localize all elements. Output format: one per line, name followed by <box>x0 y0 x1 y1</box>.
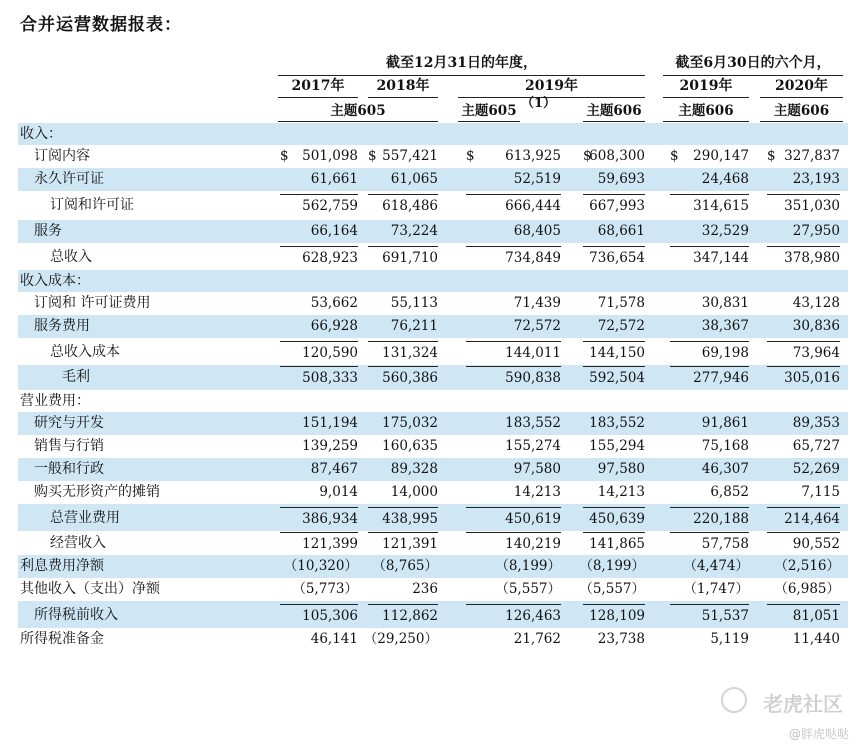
row-label: 服务 <box>34 223 62 239</box>
cell: 667,993 <box>583 194 645 195</box>
row-label: 经营收入 <box>50 535 106 551</box>
table-row: 服务费用 66,928 76,211 72,572 72,572 38,367 30,836 <box>18 315 848 338</box>
header-sub-h1-2020-606: 主题606 <box>760 99 843 122</box>
cell: 618,486 <box>368 194 438 195</box>
header-six-months-group: 截至6月30日的六个月， <box>663 52 843 76</box>
cell: 121,391 <box>368 532 438 533</box>
row-label: 服务费用 <box>34 318 90 334</box>
report-title: 合并运营数据报表： <box>20 15 182 35</box>
header-year-2017: 2017年 <box>278 75 358 98</box>
table-row: 销售与行销 139,259 160,635 155,274 155,294 75,168 65,727 <box>18 435 848 458</box>
header-footnote-marker: （1） <box>521 96 557 111</box>
row-label: 销售与行销 <box>34 438 104 454</box>
row-label: 研究与开发 <box>34 415 104 431</box>
section-operating-expenses <box>18 390 848 412</box>
row-label: 毛利 <box>62 369 90 385</box>
cell: 314,615 <box>670 194 749 195</box>
cell: 112,862 <box>368 604 438 605</box>
table-row: 所得税准备金 46,141 （29,250） 21,762 23,738 5,119 11,440 <box>18 628 848 651</box>
table-row: 订阅内容 $ 501,098 $ 557,421 $ 613,925 $ 608,300 $ 290,147 $ 327,837 <box>18 145 848 168</box>
cell: 144,011 <box>466 341 561 342</box>
cell: 105,306 <box>280 604 358 605</box>
table-row <box>18 338 848 365</box>
table-row <box>18 191 848 220</box>
header-year-2019-h1: 2019年 <box>663 75 749 98</box>
cell: 121,399 <box>280 532 358 533</box>
cell: 691,710 <box>368 246 438 247</box>
cell: 126,463 <box>466 604 561 605</box>
table-row <box>18 365 848 390</box>
table-row <box>18 531 848 555</box>
cell: 90,552 <box>767 532 840 533</box>
row-label: 收入成本： <box>20 273 90 289</box>
row-label: 订阅内容 <box>34 148 90 164</box>
cell: 590,838 <box>466 366 561 367</box>
cell: 81,051 <box>767 604 840 605</box>
cell: 277,946 <box>670 366 749 367</box>
watermark-user: @胖虎哒哒 <box>788 727 849 741</box>
row-label: 购买无形资产的摊销 <box>34 484 160 500</box>
table-row: 利息费用净额 （10,320） （8,765） （8,199） （8,199） （4,474） （2,516） <box>18 555 848 578</box>
row-label: 一般和行政 <box>34 461 104 477</box>
row-label: 所得税前收入 <box>34 607 118 623</box>
row-label: 永久许可证 <box>34 171 104 187</box>
table-row: 订阅和 许可证费用 53,662 55,113 71,439 71,578 30,831 43,128 <box>18 292 848 315</box>
section-cost-of-revenue <box>18 270 848 292</box>
row-label: 收入： <box>20 126 62 142</box>
header-sub-605-span: 主题605 <box>278 99 438 122</box>
row-label: 其他收入（支出）净额 <box>20 581 160 597</box>
cell: 305,016 <box>767 366 840 367</box>
cell: 73,964 <box>767 341 840 342</box>
watermark-logo-icon <box>721 687 747 713</box>
cell: 69,198 <box>670 341 749 342</box>
table-row: 研究与开发 151,194 175,032 183,552 183,552 91,861 89,353 <box>18 412 848 435</box>
row-label: 订阅和许可证 <box>50 197 134 213</box>
row-label: 总收入成本 <box>50 344 120 360</box>
table-row <box>18 243 848 270</box>
cell: 560,386 <box>368 366 438 367</box>
cell: 128,109 <box>583 604 645 605</box>
cell: 592,504 <box>583 366 645 367</box>
row-label: 营业费用： <box>20 393 90 409</box>
cell: 450,639 <box>583 507 645 508</box>
header-sub-2019-606: 主题606 <box>583 99 645 122</box>
cell: 347,144 <box>670 246 749 247</box>
cell: 628,923 <box>280 246 358 247</box>
header-year-2019: 2019年 <box>458 75 645 98</box>
cell: 736,654 <box>583 246 645 247</box>
header-fiscal-year-group: 截至12月31日的年度， <box>278 52 645 76</box>
cell: 144,150 <box>583 341 645 342</box>
section-revenue <box>18 123 848 145</box>
cell: 131,324 <box>368 341 438 342</box>
cell: 51,537 <box>670 604 749 605</box>
header-year-2020-h1: 2020年 <box>760 75 843 98</box>
table-row <box>18 601 848 628</box>
table-row: 服务 66,164 73,224 68,405 68,661 32,529 27,950 <box>18 220 848 243</box>
cell: 120,590 <box>280 341 358 342</box>
row-label: 订阅和 许可证费用 <box>34 295 151 311</box>
row-label: 总收入 <box>50 249 92 265</box>
header-sub-2019-605: 主题605 <box>458 99 520 122</box>
table-row <box>18 504 848 531</box>
table-row: 永久许可证 61,661 61,065 52,519 59,693 24,468 23,193 <box>18 168 848 191</box>
cell: 438,995 <box>368 507 438 508</box>
row-label: 总营业费用 <box>50 510 120 526</box>
cell: 734,849 <box>466 246 561 247</box>
row-label: 利息费用净额 <box>20 558 104 574</box>
watermark-brand: 老虎社区 <box>763 692 843 716</box>
header-sub-h1-2019-606: 主题606 <box>663 99 749 122</box>
cell: 214,464 <box>767 507 840 508</box>
cell: 351,030 <box>767 194 840 195</box>
cell: 141,865 <box>583 532 645 533</box>
header-year-2018: 2018年 <box>368 75 438 98</box>
cell: 508,333 <box>280 366 358 367</box>
table-row: 购买无形资产的摊销 9,014 14,000 14,213 14,213 6,852 7,115 <box>18 481 848 504</box>
cell: 140,219 <box>466 532 561 533</box>
operations-table <box>18 123 848 651</box>
cell: 378,980 <box>767 246 840 247</box>
row-label: 所得税准备金 <box>20 631 104 647</box>
table-row: 其他收入（支出）净额 （5,773） 236 （5,557） （5,557） （1,747） （6,985） <box>18 578 848 601</box>
cell: 57,758 <box>670 532 749 533</box>
cell: 220,188 <box>670 507 749 508</box>
table-row: 一般和行政 87,467 89,328 97,580 97,580 46,307 52,269 <box>18 458 848 481</box>
cell: 386,934 <box>280 507 358 508</box>
cell: 562,759 <box>280 194 358 195</box>
cell: 666,444 <box>466 194 561 195</box>
cell: 450,619 <box>466 507 561 508</box>
